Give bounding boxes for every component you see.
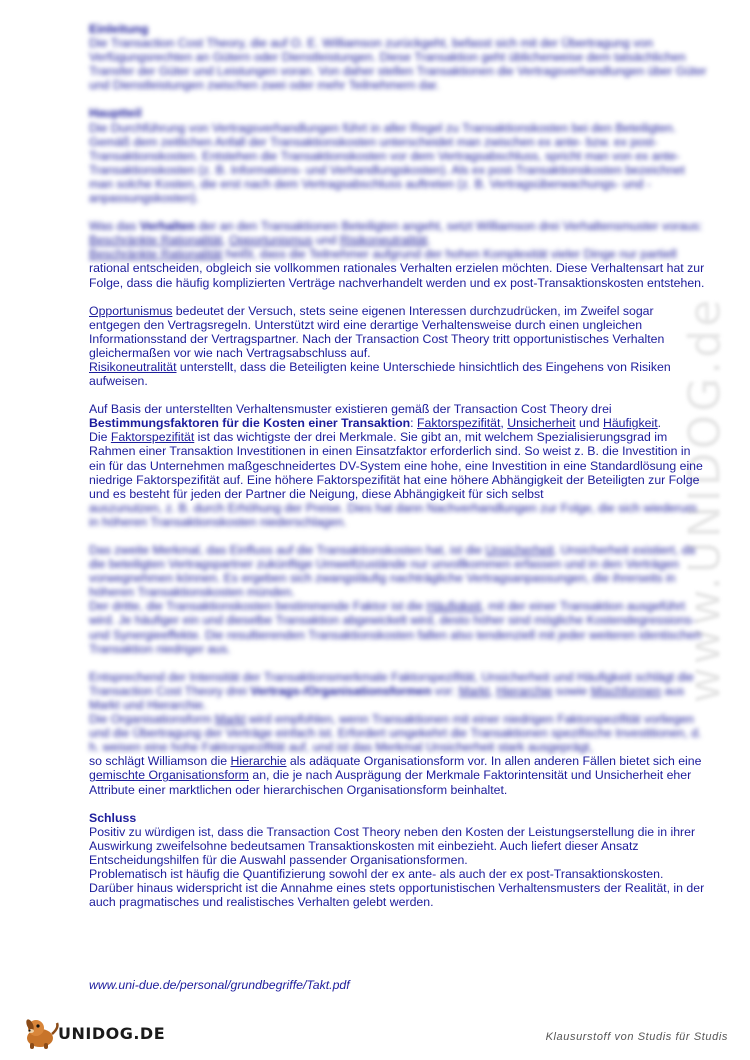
main-paragraph-3: rational entscheiden, obgleich sie vollkommen rationales Verhalten erzielen möchten. Diese Verhaltensart hat zur Folge, dass die häufig komplizierten Verträge nachverhandelt werden und ex post-Transaktionskosten entstehen. (89, 261, 705, 290)
main-heading: Hauptteil (89, 106, 142, 121)
link-risikoneutralitaet-2[interactable]: Risikoneutralität (89, 359, 177, 374)
link-haeufigkeit-2[interactable]: Häufigkeit (426, 599, 482, 614)
main-paragraph-7: Die Faktorspezifität ist das wichtigste der drei Merkmale. Sie gibt an, mit welchem Spezialisierungsgrad im Rahmen einer Transaktion Investitionen in einen Einsatzfaktor erforderlich sind. So weist z. B. die Investition in ein für das Unternehmen maßgeschneidertes DV-System eine hohe, eine Investition in eine Standardlösung eine niedrige Faktorspezifität auf. Eine höhere Faktorspezifität hat eine höhere Abhängigkeit der Beteiligten zur Folge und es besteht für jeden der Partner die Neigung, diese Abhängigkeit für sich selbst (89, 430, 703, 501)
link-markt[interactable]: Markt (458, 683, 490, 698)
main-section-blurred (89, 501, 707, 755)
link-opportunismus[interactable]: Opportunismus (229, 233, 313, 248)
dog-icon (22, 1016, 62, 1050)
watermark-text: www.UNIDOG.de (679, 296, 731, 704)
main-paragraph-2: Was das Verhalten der an den Transaktionen Beteiligten angeht, setzt Williamson drei Verhaltensmuster voraus: Beschränkte Rationalität, Opportunismus und Risikoneutralität. (89, 219, 703, 248)
link-hierarchie-2[interactable]: Hierarchie (230, 754, 287, 769)
link-risikoneutralitaet[interactable]: Risikoneutralität (339, 233, 428, 248)
bestimmungsfaktoren-term: Bestimmungsfaktoren für die Kosten einer Transaktion (89, 416, 411, 431)
main-paragraph-9: Der dritte, die Transaktionskosten bestimmende Faktor ist die Häufigkeit, mit der einer Transaktion ausgeführt wird. Je häufiger ein und dieselbe Transaktion abgewickelt wird, desto höher sind mögliche Kostendegressions- und Synergieeffekte. Die resultierenden Transaktionskosten fallen also tendenziell mit jeder weiteren identischen Transaktion niedriger aus. (89, 599, 702, 656)
unidog-logo[interactable] (22, 1016, 166, 1050)
verhalten-term: Verhalten (139, 219, 196, 234)
link-gemischte-organisationsform[interactable]: gemischte Organisationsform (89, 768, 249, 783)
document-body (89, 22, 707, 909)
main-paragraph-1: Die Durchführung von Vertragsverhandlungen führt in aller Regel zu Transaktionskosten bei den Beteiligten. Gemäß dem zeitlichen Anfall der Transaktionskosten unterscheidet man zwischen ex ante- bzw. ex post-Transaktionskosten. Entstehen die Transaktionskosten vor dem Vertragsabschluss, spricht man von ex ante-Transaktionskosten (z. B. Informations- und Verhandlungskosten). Als ex post-Transaktionskosten bezeichnet man solche Kosten, die erst nach dem Vertragsabschluss auftreten (z. B. Vertragsüberwachungs- und -anpassungskosten). (89, 120, 685, 206)
organisationsformen-term: Vertrags-/Organisationsformen (250, 683, 432, 698)
link-faktorspezifitaet[interactable]: Faktorspezifität (417, 416, 501, 431)
main-paragraph-8: Das zweite Merkmal, das Einfluss auf die Transaktionskosten hat, ist die Unsicherheit. Unsicherheit existiert, da die beteiligten Vertragspartner zukünftige Umweltzustände nur unvollkommen erfassen und in den Verträgen vorwegnehmen können. Es ergeben sich zwangsläufig nachträgliche Vertragsanpassungen, die ihrerseits in höheren Transaktionskosten münden. (89, 543, 696, 600)
link-beschraenkte-rationalitaet[interactable]: Beschränkte Rationalität (89, 233, 223, 248)
main-paragraph-4: Opportunismus bedeutet der Versuch, stets seine eigenen Interessen durchzudrücken, im Zweifel sogar entgegen den Vertragsregeln. Unterstützt wird eine derartige Verhaltensweise durch einen ungleichen Informationsstand der Vertragspartner. Nach der Transaction Cost Theory tritt opportunistisches Verhalten gleichermaßen vor wie nach Vertragsabschluss auf. (89, 303, 665, 360)
footer-note: Klausurstoff von Studis für Studis (545, 1031, 728, 1043)
main-paragraph-5: Risikoneutralität unterstellt, dass die Beteiligten keine Unterschiede hinsichtlich des Eingehens von Risiken aufweisen. (89, 359, 671, 389)
link-unsicherheit-2[interactable]: Unsicherheit (485, 543, 554, 557)
link-beschraenkte-rationalitaet-2[interactable]: Beschränkte Rationalität (89, 247, 223, 262)
conclusion-paragraph-2: Problematisch ist häufig die Quantifizierung sowohl der ex ante- als auch der ex post-Transaktionskosten. Darüber hinaus widerspricht ist die Annahme eines stets opportunistischen Verhaltensmusters der Realität, in der auch pragmatisches und realistisches Verhalten gelebt werden. (89, 866, 705, 910)
intro-heading: Einleitung (89, 22, 149, 36)
logo-text: UNIDOG.DE (58, 1024, 166, 1043)
link-unsicherheit[interactable]: Unsicherheit (507, 416, 576, 431)
link-opportunismus-2[interactable]: Opportunismus (89, 303, 173, 318)
main-paragraph-11-blurred: Die Organisationsform Markt wird empfohlen, wenn Transaktionen mit einer niedrigen Faktorspezifität vorliegen und die Übertragung der Verträge einfach ist. Erfordert umgekehrt die Transaktionen spezifische Investitionen, d. h. weisen eine hohe Faktorspezifität auf, und ist das Merkmal Unsicherheit stark ausgeprägt, (89, 712, 702, 755)
link-mischformen[interactable]: Mischformen (590, 683, 662, 698)
link-markt-2[interactable]: Markt (214, 712, 246, 727)
intro-section (89, 22, 707, 92)
link-faktorspezifitaet-2[interactable]: Faktorspezifität (110, 430, 195, 445)
main-paragraph-7-end: auszunutzen, z. B. durch Erhöhung der Preise. Dies hat dann Nachverhandlungen zur Folge, die sich wiederum in höheren Transaktionskosten niederschlagen. (89, 500, 697, 529)
main-paragraph-10: Entsprechend der Intensität der Transaktionsmerkmale Faktorspezifität, Unsicherheit und Häufigkeit schlägt die Transaction Cost Theory drei Vertrags-/Organisationsformen vor: Markt, Hierarchie sowie Mischformen aus Markt und Hierarchie. (89, 669, 694, 712)
source-url[interactable]: www.uni-due.de/personal/grundbegriffe/Takt.pdf (89, 978, 350, 992)
main-paragraph-3-blurred: Beschränkte Rationalität heißt, dass die Teilnehmer aufgrund der hohen Komplexität vieler Dinge nur partiell (89, 247, 677, 262)
link-haeufigkeit[interactable]: Häufigkeit (602, 416, 658, 431)
conclusion-paragraph-1: Positiv zu würdigen ist, dass die Transaction Cost Theory neben den Kosten der Leistungserstellung die in ihrer Auswirkung zweifelsohne bedeutsamen Transaktionskosten mit einbezieht. Auch liefert dieser Ansatz Entscheidungshilfen für die Auswahl passender Organisationsformen. (89, 824, 696, 867)
main-section-top (89, 106, 707, 261)
link-hierarchie[interactable]: Hierarchie (496, 683, 553, 698)
main-paragraph-11: so schlägt Williamson die Hierarchie als adäquate Organisationsform vor. In allen anderen Fällen bietet sich eine gemischte Organisationsform an, die je nach Ausprägung der Merkmale Faktorintensität und Unsicherheit eher Attribute einer marktlichen oder hierarchischen Organisationsform beinhaltet. (89, 754, 702, 797)
intro-paragraph: Die Transaction Cost Theory, die auf O. E. Williamson zurückgeht, befasst sich mit der Übertragung von Verfügungsrechten an Gütern oder Dienstleistungen. Diese Transaktion geht üblicherweise dem tatsächlichen Transfer der Güter und Leistungen voran. Von daher stellen Transaktionen die Vertragsverhandlungen über Güter und Dienstleistungen zwischen zwei oder mehr Teilnehmern dar. (89, 36, 707, 93)
main-paragraph-6: Auf Basis der unterstellten Verhaltensmuster existieren gemäß der Transaction Cost Theory drei Bestimmungsfaktoren für die Kosten einer Transaktion: Faktorspezifität, Unsicherheit und Häufigkeit. (89, 402, 662, 431)
conclusion-heading: Schluss (89, 810, 137, 825)
